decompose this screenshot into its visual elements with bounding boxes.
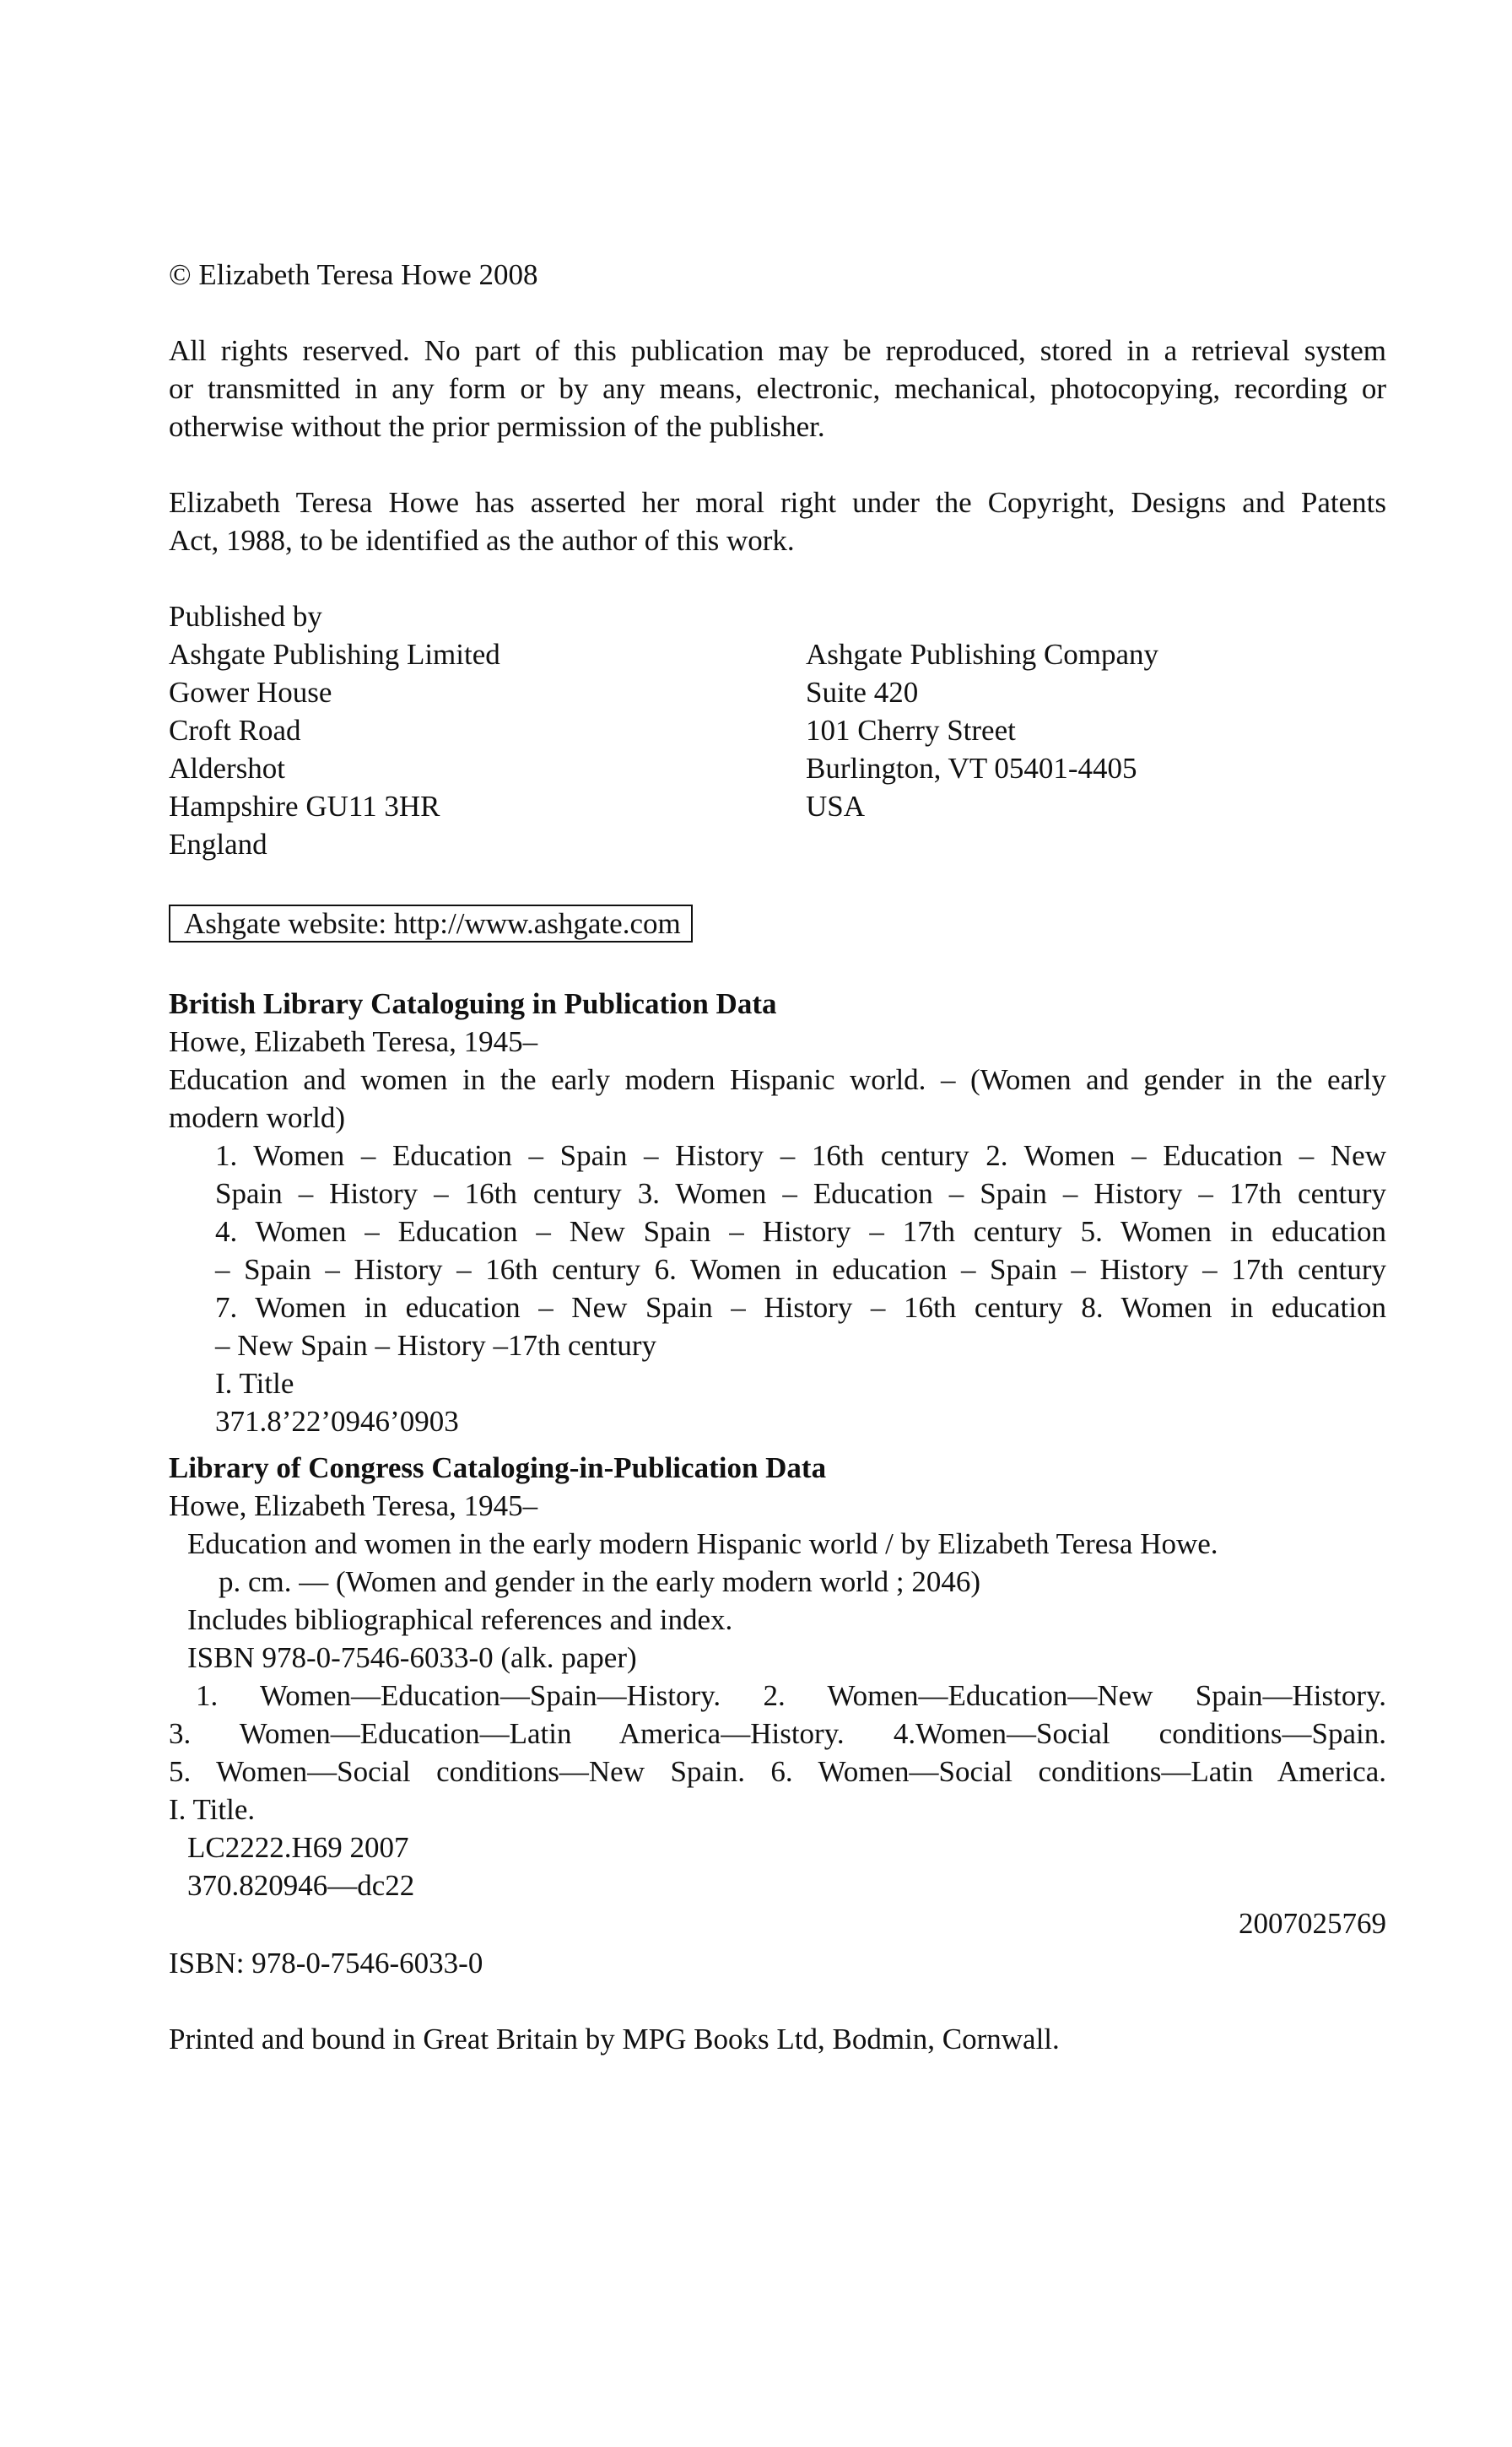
publisher-columns [169,635,1386,863]
address-line: England [169,828,267,861]
address-line: USA [806,790,866,823]
bl-subject-line: – Spain – History – 16th century 6. Women in education – Spain – History – 17th century [215,1253,1386,1286]
address-line: Aldershot [169,752,286,785]
copyright-page [169,256,1386,2058]
bl-classification: 371.8’22’0946’0903 [215,1405,459,1438]
bl-title-line: Education and women in the early modern Hispanic world. – (Women and gender in the early [169,1063,1386,1096]
loc-title-entry: I. Title. [169,1793,256,1826]
published-by-label: Published by [169,600,322,633]
printer-line: Printed and bound in Great Britain by MPG Books Ltd, Bodmin, Cornwall. [169,2023,1060,2055]
loc-subject-line: 1. Women—Education—Spain—History. 2. Women—Education—New Spain—History. [196,1679,1386,1712]
loc-subject-line: 3. Women—Education—Latin America—History. 4.Women—Social conditions—Spain. [169,1717,1386,1750]
rights-line: otherwise without the prior permission of the publisher. [169,410,825,443]
loc-lccn: 2007025769 [1239,1907,1386,1940]
bl-cip-heading: British Library Cataloguing in Publication Data [169,987,777,1020]
address-line: 101 Cherry Street [806,714,1016,747]
publisher-block [169,597,1386,863]
loc-cip-block [169,1449,1386,1942]
website-link[interactable]: Ashgate website: http://www.ashgate.com [169,905,693,943]
publisher-us-address [806,635,1386,863]
loc-title: Education and women in the early modern Hispanic world / by Elizabeth Teresa Howe. [187,1527,1218,1560]
loc-subject-line: 5. Women—Social conditions—New Spain. 6. Women—Social conditions—Latin America. [169,1755,1386,1788]
address-line: Croft Road [169,714,301,747]
moral-right-statement [169,483,1386,559]
moral-right-line: Elizabeth Teresa Howe has asserted her moral right under the Copyright, Designs and Patents [169,486,1386,519]
loc-call-number: LC2222.H69 2007 [187,1831,409,1864]
rights-line: or transmitted in any form or by any means, electronic, mechanical, photocopying, recording or [169,372,1386,405]
copyright-notice: © Elizabeth Teresa Howe 2008 [169,258,538,291]
moral-right-line: Act, 1988, to be identified as the author of this work. [169,524,795,557]
address-line: Ashgate Publishing Limited [169,638,500,671]
rights-line: All rights reserved. No part of this publication may be reproduced, stored in a retrieval system [169,334,1386,367]
loc-isbn: ISBN 978-0-7546-6033-0 (alk. paper) [187,1641,637,1674]
loc-cip-heading: Library of Congress Cataloging-in-Publication Data [169,1451,827,1484]
bl-cip-block [169,985,1386,1440]
address-line: Suite 420 [806,676,919,709]
bl-subject-line: Spain – History – 16th century 3. Women – Education – Spain – History – 17th century [215,1177,1386,1210]
bl-title-entry: I. Title [215,1367,294,1400]
bl-subject-line: 1. Women – Education – Spain – History – 16th century 2. Women – Education – New [215,1139,1386,1172]
bl-subjects [169,1137,1386,1440]
bl-title-line: modern world) [169,1101,345,1134]
bl-subject-line: 4. Women – Education – New Spain – History – 17th century 5. Women in education [215,1215,1386,1248]
publisher-uk-address [169,635,806,863]
isbn-line: ISBN: 978-0-7546-6033-0 [169,1947,483,1980]
bl-author: Howe, Elizabeth Teresa, 1945– [169,1025,538,1058]
address-line: Gower House [169,676,332,709]
address-line: Burlington, VT 05401-4405 [806,752,1137,785]
loc-author: Howe, Elizabeth Teresa, 1945– [169,1489,538,1522]
website-box-wrapper [169,905,1386,943]
address-line: Ashgate Publishing Company [806,638,1159,671]
bl-subject-line: 7. Women in education – New Spain – History – 16th century 8. Women in education [215,1291,1386,1324]
loc-pagination: p. cm. — (Women and gender in the early modern world ; 2046) [219,1565,981,1598]
loc-dewey: 370.820946—dc22 [187,1869,415,1902]
bl-subject-line: – New Spain – History –17th century [215,1329,656,1362]
rights-statement [169,332,1386,446]
address-line: Hampshire GU11 3HR [169,790,440,823]
loc-notes: Includes bibliographical references and index. [187,1603,733,1636]
